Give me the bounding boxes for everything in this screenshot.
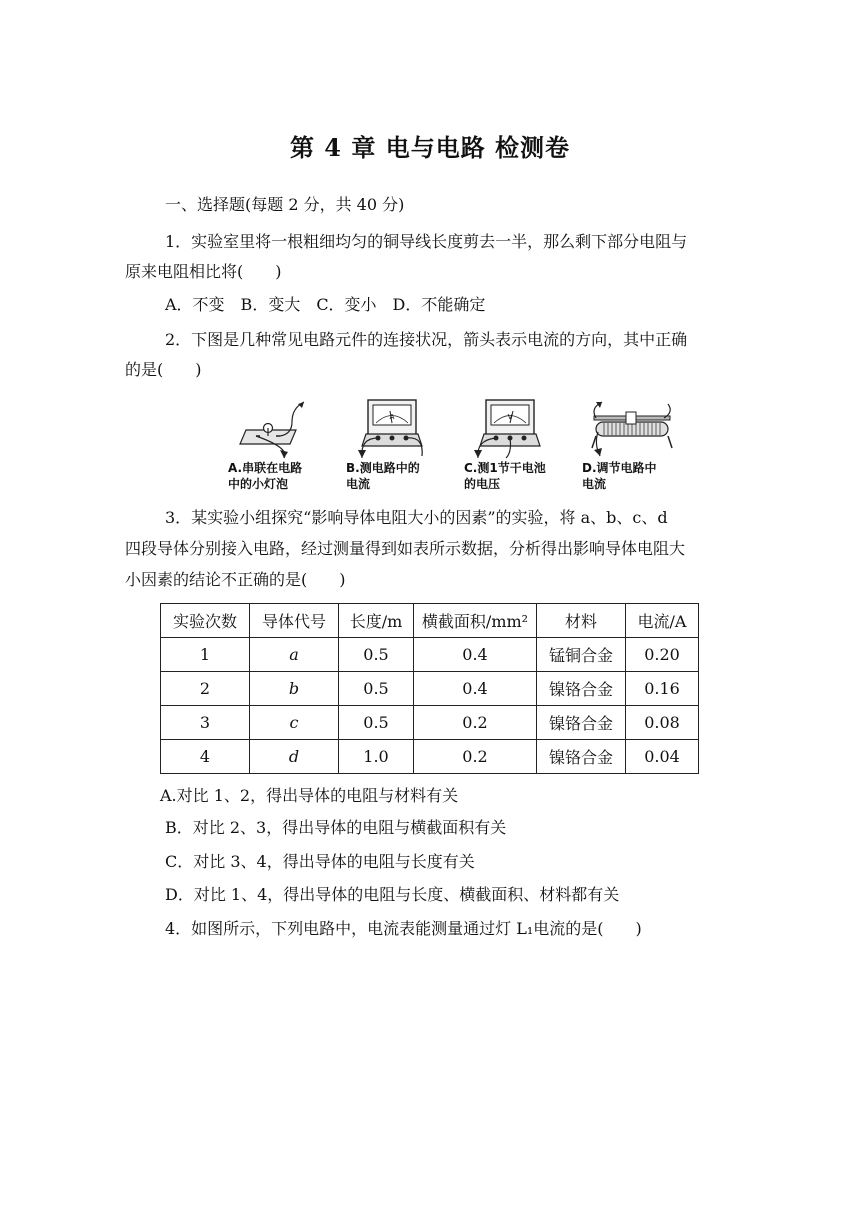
table-cell: 0.2 (414, 740, 537, 774)
question-2-line-1: 2．下图是几种常见电路元件的连接状况，箭头表示电流的方向，其中正确 (165, 330, 688, 349)
header-cell: 材料 (537, 604, 626, 638)
page-title: 第 4 章 电与电路 检测卷 (289, 133, 571, 162)
table-row (161, 706, 699, 740)
figure-c-caption: C.测1节干电池 的电压 (464, 461, 546, 491)
question-1-line-1: 1．实验室里将一根粗细均匀的铜导线长度剪去一半，那么剩下部分电阻与 (165, 232, 688, 251)
circuit-figures (200, 398, 670, 494)
header-cell: 电流/A (626, 604, 699, 638)
figure-a-bulb (200, 398, 320, 494)
question-2-line-2: 的是( ) (125, 360, 202, 379)
data-table (160, 603, 699, 774)
table-cell: 0.4 (414, 672, 537, 706)
figure-d-caption: D.调节电路中 电流 (582, 461, 657, 491)
table-cell: 0.5 (339, 706, 414, 740)
table-cell: 0.5 (339, 638, 414, 672)
table-cell: 2 (161, 672, 250, 706)
question-3-line-2: 四段导体分别接入电路，经过测量得到如表所示数据，分析得出影响导体电阻大 (125, 539, 686, 558)
table-cell: 锰铜合金 (537, 638, 626, 672)
table-cell: a (250, 638, 339, 672)
table-cell: d (250, 740, 339, 774)
table-cell: 0.08 (626, 706, 699, 740)
question-3-line-3: 小因素的结论不正确的是( ) (125, 570, 346, 589)
table-cell: 0.04 (626, 740, 699, 774)
ammeter-icon (318, 398, 438, 460)
header-cell: 实验次数 (161, 604, 250, 638)
table-cell: 0.16 (626, 672, 699, 706)
header-cell: 横截面积/mm² (414, 604, 537, 638)
question-3-option-d: D．对比 1、4，得出导体的电阻与长度、横截面积、材料都有关 (165, 885, 620, 904)
table-cell: 0.20 (626, 638, 699, 672)
table-cell: 0.2 (414, 706, 537, 740)
bulb-board-icon (200, 398, 320, 460)
voltmeter-icon (436, 398, 556, 460)
figure-b-caption: B.测电路中的 电流 (346, 461, 420, 491)
section-heading: 一、选择题(每题 2 分，共 40 分) (165, 195, 405, 214)
table-cell: c (250, 706, 339, 740)
table-cell: 镍铬合金 (537, 706, 626, 740)
question-1-line-2: 原来电阻相比将( ) (125, 262, 282, 281)
table-cell: 镍铬合金 (537, 740, 626, 774)
figure-a-caption: A.串联在电路 中的小灯泡 (228, 461, 303, 491)
table-cell: 1.0 (339, 740, 414, 774)
header-cell: 导体代号 (250, 604, 339, 638)
table-row (161, 672, 699, 706)
table-cell: 4 (161, 740, 250, 774)
table-header-row (161, 604, 699, 638)
figure-b-ammeter (318, 398, 438, 494)
table-cell: 1 (161, 638, 250, 672)
question-1-options: A．不变 B．变大 C．变小 D．不能确定 (165, 295, 486, 314)
question-3-option-c: C．对比 3、4，得出导体的电阻与长度有关 (165, 852, 475, 871)
table-row (161, 740, 699, 774)
table-cell: 3 (161, 706, 250, 740)
table-cell: 镍铬合金 (537, 672, 626, 706)
table-row (161, 638, 699, 672)
table-cell: 0.4 (414, 638, 537, 672)
table-cell: b (250, 672, 339, 706)
question-4-line-1: 4．如图所示，下列电路中，电流表能测量通过灯 L₁电流的是( ) (165, 919, 642, 938)
header-cell: 长度/m (339, 604, 414, 638)
figure-d-rheostat (554, 398, 674, 494)
svg-text:A: A (389, 413, 395, 421)
question-3-line-1: 3．某实验小组探究“影响导体电阻大小的因素”的实验，将 a、b、c、d (165, 508, 668, 527)
question-3-option-a: A.对比 1、2，得出导体的电阻与材料有关 (160, 786, 459, 805)
question-3-option-b: B．对比 2、3，得出导体的电阻与横截面积有关 (165, 818, 507, 837)
rheostat-icon (554, 398, 674, 460)
svg-text:V: V (507, 413, 513, 421)
figure-c-voltmeter (436, 398, 556, 494)
table-cell: 0.5 (339, 672, 414, 706)
